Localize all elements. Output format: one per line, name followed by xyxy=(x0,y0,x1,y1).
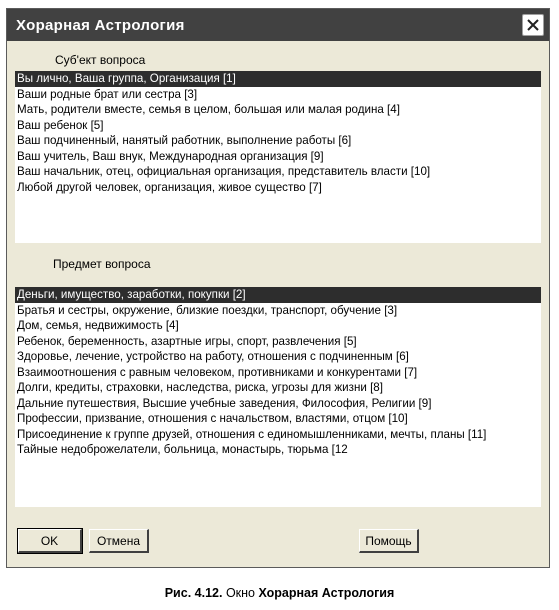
ok-button[interactable]: OK xyxy=(18,529,82,553)
close-button[interactable] xyxy=(522,14,544,36)
list-item[interactable]: Дом, семья, недвижимость [4] xyxy=(17,319,179,332)
caption-number: Рис. 4.12. xyxy=(164,586,223,600)
list-item[interactable]: Взаимоотношения с равным человеком, противниками и конкурентами [7] xyxy=(17,365,418,379)
close-icon xyxy=(526,18,540,32)
dialog-window xyxy=(6,8,550,568)
list-item[interactable]: Профессии, призвание, отношения с начальством, властями, отцом [10] xyxy=(17,412,408,425)
list-item[interactable]: Мать, родители вместе, семья в целом, большая или малая родина [4] xyxy=(17,103,400,116)
title-bar[interactable] xyxy=(7,9,549,41)
topic-label: Предмет вопроса xyxy=(53,257,151,271)
list-item[interactable]: Вы лично, Ваша группа, Организация [1] xyxy=(15,71,541,87)
list-item[interactable]: Ваш учитель, Ваш внук, Международная организация [9] xyxy=(17,149,324,163)
list-item[interactable]: Ваши родные брат или сестра [3] xyxy=(17,87,198,101)
list-item[interactable]: Ваш ребенок [5] xyxy=(17,118,104,132)
list-item[interactable]: Тайные недоброжелатели, больница, монастырь, тюрьма [12 xyxy=(17,443,348,456)
list-item[interactable]: Присоединение к группе друзей, отношения с единомышленниками, мечты, планы [11] xyxy=(17,427,487,441)
subject-listbox[interactable] xyxy=(15,71,541,243)
list-item[interactable]: Здоровье, лечение, устройство на работу, отношения с подчиненным [6] xyxy=(17,350,409,363)
window-title: Хорарная Астрология xyxy=(16,17,185,34)
list-item[interactable]: Любой другой человек, организация, живое существо [7] xyxy=(17,180,322,194)
caption-window-name: Хорарная Астрология xyxy=(258,586,395,600)
list-item[interactable]: Деньги, имущество, заработки, покупки [2] xyxy=(15,287,541,303)
cancel-button[interactable]: Отмена xyxy=(89,529,149,553)
caption-text: Окно xyxy=(225,586,255,600)
list-item[interactable]: Братья и сестры, окружение, близкие поездки, транспорт, обучение [3] xyxy=(17,303,398,317)
list-item[interactable]: Ваш начальник, отец, официальная организация, представитель власти [10] xyxy=(17,165,431,178)
subject-label: Суб'ект вопроса xyxy=(55,53,146,67)
list-item[interactable]: Ваш подчиненный, нанятый работник, выполнение работы [6] xyxy=(17,134,352,147)
figure-caption xyxy=(0,586,559,600)
list-item[interactable]: Ребенок, беременность, азартные игры, спорт, развлечения [5] xyxy=(17,334,357,348)
topic-listbox[interactable] xyxy=(15,287,541,507)
list-item[interactable]: Дальние путешествия, Высшие учебные заведения, Философия, Религии [9] xyxy=(17,396,432,410)
help-button[interactable]: Помощь xyxy=(359,529,419,553)
list-item[interactable]: Долги, кредиты, страховки, наследства, риска, угрозы для жизни [8] xyxy=(17,381,383,394)
